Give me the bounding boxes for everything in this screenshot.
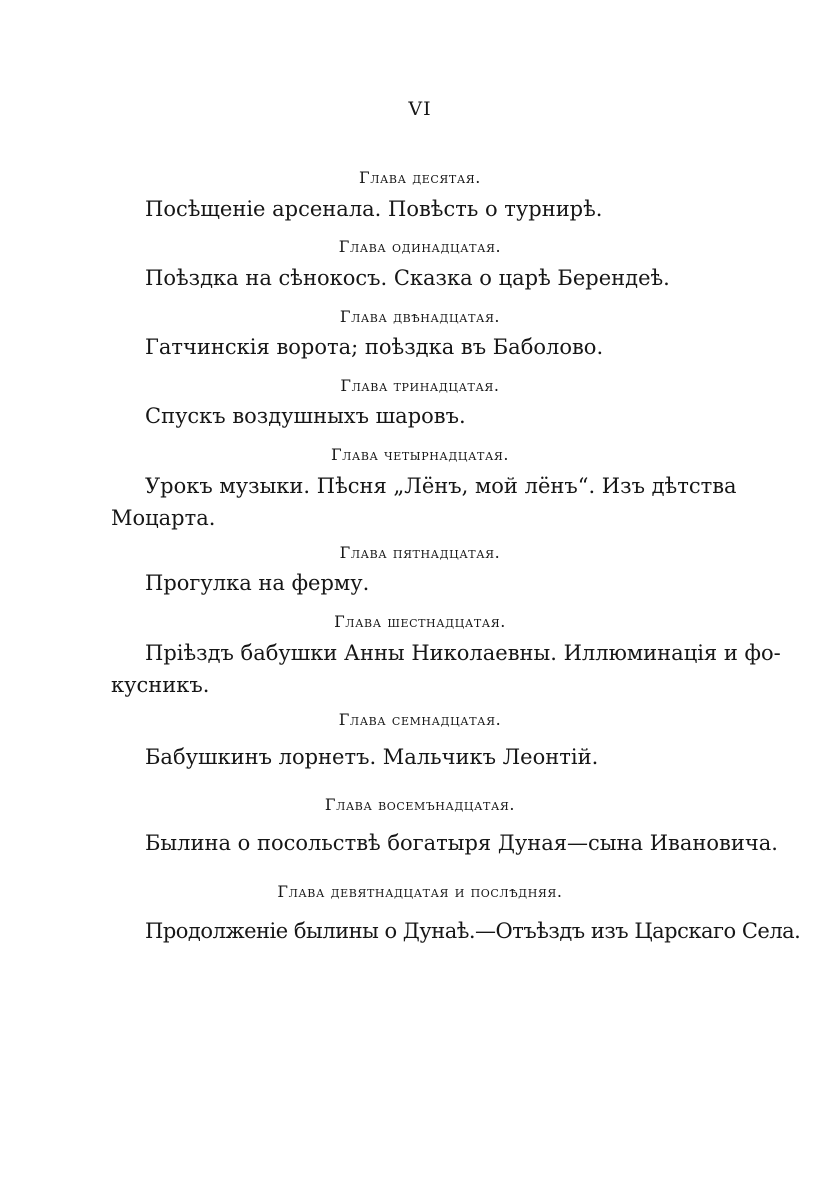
chapter-summary-13: Спускъ воздушныхъ шаровъ. [145, 404, 466, 428]
chapter-summary-16 [111, 637, 781, 701]
chapter-heading-14 [0, 445, 840, 465]
chapter-heading-text: Глава одинадцатая. [338, 237, 502, 256]
chapter-heading-text: Глава пятнадцатая. [339, 543, 501, 562]
chapter-summary-11: Поѣздка на сѣнокосъ. Сказка о царѣ Берендеѣ. [145, 266, 670, 290]
chapter-heading-18 [0, 795, 840, 815]
chapter-heading-16 [0, 612, 840, 632]
chapter-heading-10 [0, 168, 840, 188]
chapter-summary-10: Посѣщеніе арсенала. Повѣсть о турнирѣ. [145, 197, 603, 221]
chapter-heading-12 [0, 307, 840, 327]
chapter-heading-text: Глава семнадцатая. [338, 710, 502, 729]
chapter-summary-12: Гатчинскія ворота; поѣздка въ Баболово. [145, 335, 604, 359]
chapter-heading-text: Глава восемънадцатая. [324, 795, 516, 814]
chapter-summary-18: Былина о посольствѣ богатыря Дуная—сына Ивановича. [145, 831, 778, 855]
chapter-heading-text: Глава десятая. [359, 168, 481, 187]
chapter-summary-19: Продолженіе былины о Дунаѣ.—Отъѣздъ изъ Царскаго Села. [145, 919, 801, 943]
chapter-heading-text: Глава шестнадцатая. [334, 612, 506, 631]
chapter-heading-15 [0, 543, 840, 563]
chapter-heading-11 [0, 237, 840, 257]
chapter-summary-14 [111, 470, 737, 534]
chapter-heading-13 [0, 376, 840, 396]
chapter-heading-text: Глава девятнадцатая и послѣдняя. [277, 882, 563, 901]
chapter-summary-continuation: Моцарта. [111, 506, 216, 530]
page-number: VI [408, 98, 432, 120]
chapter-heading-text: Глава четырнадцатая. [330, 445, 510, 464]
chapter-summary-line: Пріѣздъ бабушки Анны Николаевны. Иллюминація и фо- [145, 641, 781, 665]
chapter-heading-text: Глава тринадцатая. [340, 376, 500, 395]
chapter-summary-continuation: кусникъ. [111, 673, 210, 697]
chapter-heading-19 [0, 882, 840, 902]
chapter-summary-15: Прогулка на ферму. [145, 571, 370, 595]
chapter-heading-17 [0, 710, 840, 730]
chapter-heading-text: Глава двѣнадцатая. [339, 307, 501, 326]
chapter-summary-line: Урокъ музыки. Пѣсня „Лёнъ, мой лёнъ“. Изъ дѣтства [145, 474, 737, 498]
chapter-summary-17: Бабушкинъ лорнетъ. Мальчикъ Леонтій. [145, 745, 599, 769]
